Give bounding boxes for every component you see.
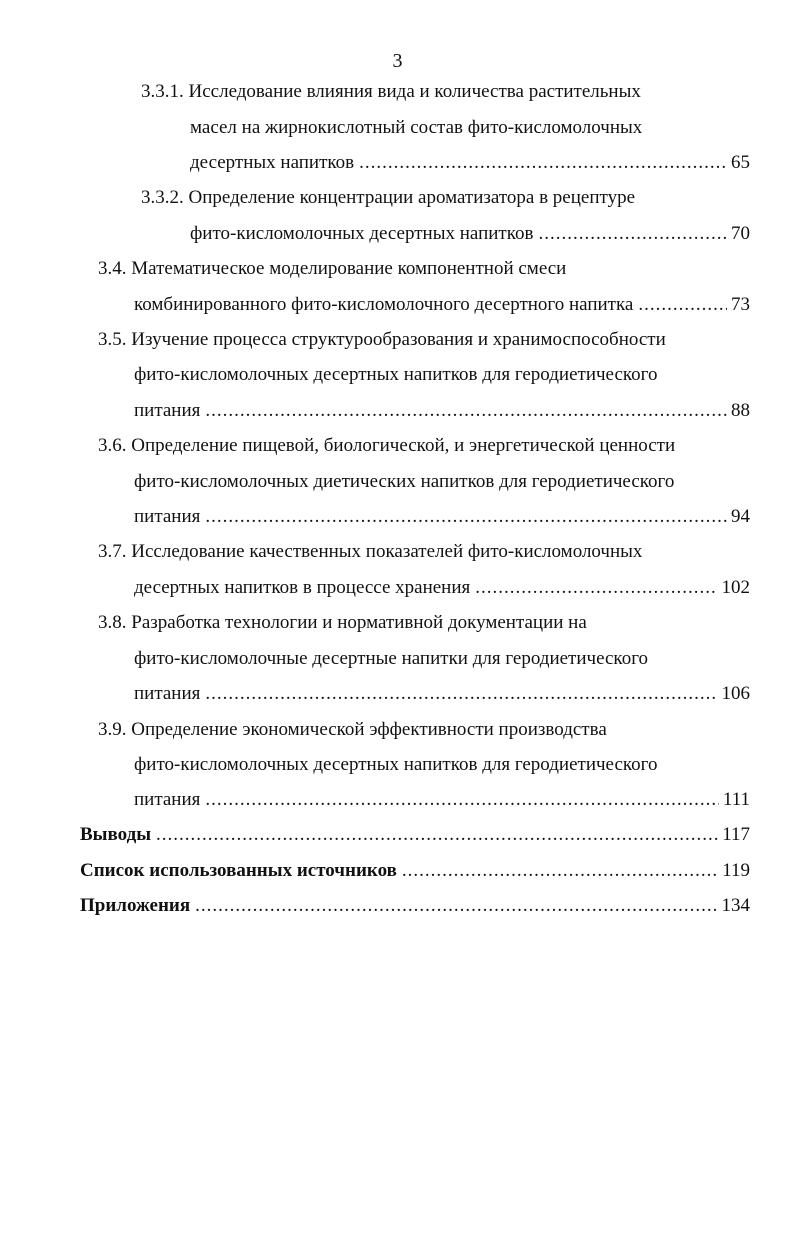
toc-3-5-line-2: фито-кисломолочных десертных напитков для геродиетического: [134, 364, 658, 385]
toc-3-6-line-1: 3.6. Определение пищевой, биологической, и энергетической ценности: [98, 435, 676, 456]
dot-leader: [156, 821, 718, 849]
toc-3-6-line-3: питания: [134, 506, 201, 527]
dot-leader: [638, 291, 727, 319]
toc-conclusions-page: 117: [722, 824, 750, 845]
dot-leader: [205, 503, 727, 531]
dot-leader: [195, 892, 717, 920]
toc-entry-3-5[interactable]: [134, 397, 750, 425]
toc-3-6-page: 94: [731, 506, 750, 527]
toc-entry-3-8[interactable]: [134, 680, 750, 708]
toc-3-7-line-2: десертных напитков в процессе хранения: [134, 577, 471, 598]
toc-3-3-2-page: 70: [731, 223, 750, 244]
toc-3-9-line-3: питания: [134, 789, 201, 810]
toc-3-8-line-2: фито-кисломолочные десертные напитки для геродиетического: [134, 648, 649, 669]
toc-3-6-line-2: фито-кисломолочных диетических напитков для геродиетического: [134, 471, 675, 492]
toc-3-9-page: 111: [722, 789, 750, 810]
toc-appendices-title: Приложения: [80, 895, 191, 916]
toc-3-5-line-3: питания: [134, 400, 201, 421]
toc-3-7-page: 102: [721, 577, 750, 598]
dot-leader: [205, 786, 719, 814]
toc-3-3-2-line-2: фито-кисломолочных десертных напитков: [190, 223, 534, 244]
dot-leader: [205, 680, 717, 708]
toc-entry-appendices[interactable]: [80, 892, 750, 920]
toc-3-9-line-1: 3.9. Определение экономической эффективности производства: [98, 719, 607, 740]
toc-3-9-line-2: фито-кисломолочных десертных напитков для геродиетического: [134, 754, 658, 775]
toc-entry-3-4[interactable]: [134, 291, 750, 319]
toc-3-7-line-1: 3.7. Исследование качественных показателей фито-кисломолочных: [98, 541, 643, 562]
dot-leader: [205, 397, 727, 425]
toc-3-4-page: 73: [731, 294, 750, 315]
toc-conclusions-title: Выводы: [80, 824, 152, 845]
toc-appendices-page: 134: [721, 895, 750, 916]
dot-leader: [402, 857, 718, 885]
toc-references-title: Список использованных источников: [80, 860, 397, 881]
toc-3-3-1-line-2: масел на жирнокислотный состав фито-кисломолочных: [190, 117, 643, 138]
toc-3-5-line-1: 3.5. Изучение процесса структурообразования и хранимоспособности: [98, 329, 666, 350]
toc-entry-3-3-2[interactable]: [190, 220, 750, 248]
toc-3-3-2-line-1: 3.3.2. Определение концентрации ароматизатора в рецептуре: [141, 187, 635, 208]
toc-entry-3-9[interactable]: [134, 786, 750, 814]
dot-leader: [538, 220, 727, 248]
toc-entry-3-6[interactable]: [134, 503, 750, 531]
toc-3-3-1-page: 65: [731, 152, 750, 173]
toc-3-4-line-2: комбинированного фито-кисломолочного десертного напитка: [134, 294, 634, 315]
toc-entry-references[interactable]: [80, 857, 750, 885]
toc-references-page: 119: [722, 860, 750, 881]
toc-3-4-line-1: 3.4. Математическое моделирование компонентной смеси: [98, 258, 567, 279]
toc-3-3-1-line-3: десертных напитков: [190, 152, 355, 173]
page-number: 3: [392, 50, 403, 72]
dot-leader: [359, 149, 727, 177]
toc-3-8-page: 106: [721, 683, 750, 704]
toc-3-8-line-3: питания: [134, 683, 201, 704]
toc-entry-3-7[interactable]: [134, 574, 750, 602]
toc-3-5-page: 88: [731, 400, 750, 421]
toc-3-3-1-line-1: 3.3.1. Исследование влияния вида и количества растительных: [141, 81, 641, 102]
toc-entry-conclusions[interactable]: [80, 821, 750, 849]
toc-entry-3-3-1[interactable]: [190, 149, 750, 177]
toc-3-8-line-1: 3.8. Разработка технологии и нормативной документации на: [98, 612, 587, 633]
dot-leader: [475, 574, 717, 602]
